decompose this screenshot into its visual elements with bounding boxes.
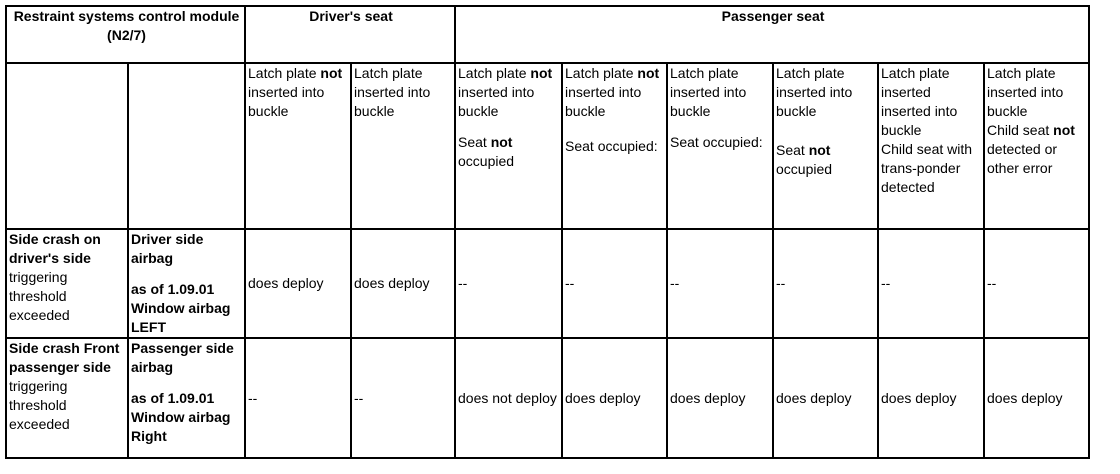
condition-passenger-4: Latch plate inserted into buckle Seat not occupied: [773, 63, 878, 229]
value-cell: does deploy: [773, 338, 878, 458]
value-cell: --: [984, 229, 1089, 338]
value-cell: does deploy: [667, 338, 773, 458]
value-cell: does not deploy: [455, 338, 562, 458]
value-cell: does deploy: [984, 338, 1089, 458]
condition-passenger-6: Latch plate inserted into buckle Child seat not detected or other error: [984, 63, 1089, 229]
header-row: [6, 6, 1089, 63]
condition-driver-not-inserted: Latch plate not inserted into buckle: [245, 63, 351, 229]
condition-row: [6, 63, 1089, 229]
value-cell: --: [878, 229, 984, 338]
value-cell: --: [455, 229, 562, 338]
event-passenger-side: Side crash Front passenger side triggering threshold exceeded: [6, 338, 128, 458]
value-cell: --: [245, 338, 351, 458]
restraint-deployment-table: [5, 5, 1090, 459]
value-cell: --: [351, 338, 455, 458]
condition-driver-inserted: Latch plate inserted into buckle: [351, 63, 455, 229]
empty-cell: [6, 63, 128, 229]
value-cell: does deploy: [245, 229, 351, 338]
condition-passenger-2: Latch plate not inserted into buckle Seat occupied:: [562, 63, 667, 229]
empty-cell: [128, 63, 245, 229]
value-cell: does deploy: [351, 229, 455, 338]
value-cell: does deploy: [562, 338, 667, 458]
event-driver-side: Side crash on driver's side triggering threshold exceeded: [6, 229, 128, 338]
condition-passenger-3: Latch plate inserted into buckle Seat occupied:: [667, 63, 773, 229]
passenger-seat-header: Passenger seat: [455, 6, 1089, 63]
driver-seat-header: Driver's seat: [245, 6, 455, 63]
value-cell: --: [562, 229, 667, 338]
table-row: [6, 338, 1089, 458]
value-cell: --: [667, 229, 773, 338]
table-row: [6, 229, 1089, 338]
value-cell: does deploy: [878, 338, 984, 458]
airbag-driver-side: Driver side airbag as of 1.09.01 Window airbag LEFT: [128, 229, 245, 338]
condition-passenger-1: Latch plate not inserted into buckle Seat not occupied: [455, 63, 562, 229]
airbag-passenger-side: Passenger side airbag as of 1.09.01 Window airbag Right: [128, 338, 245, 458]
condition-passenger-5: Latch plate inserted inserted into buckle Child seat with trans-ponder detected: [878, 63, 984, 229]
module-header: Restraint systems control module (N2/7): [6, 6, 245, 63]
value-cell: --: [773, 229, 878, 338]
